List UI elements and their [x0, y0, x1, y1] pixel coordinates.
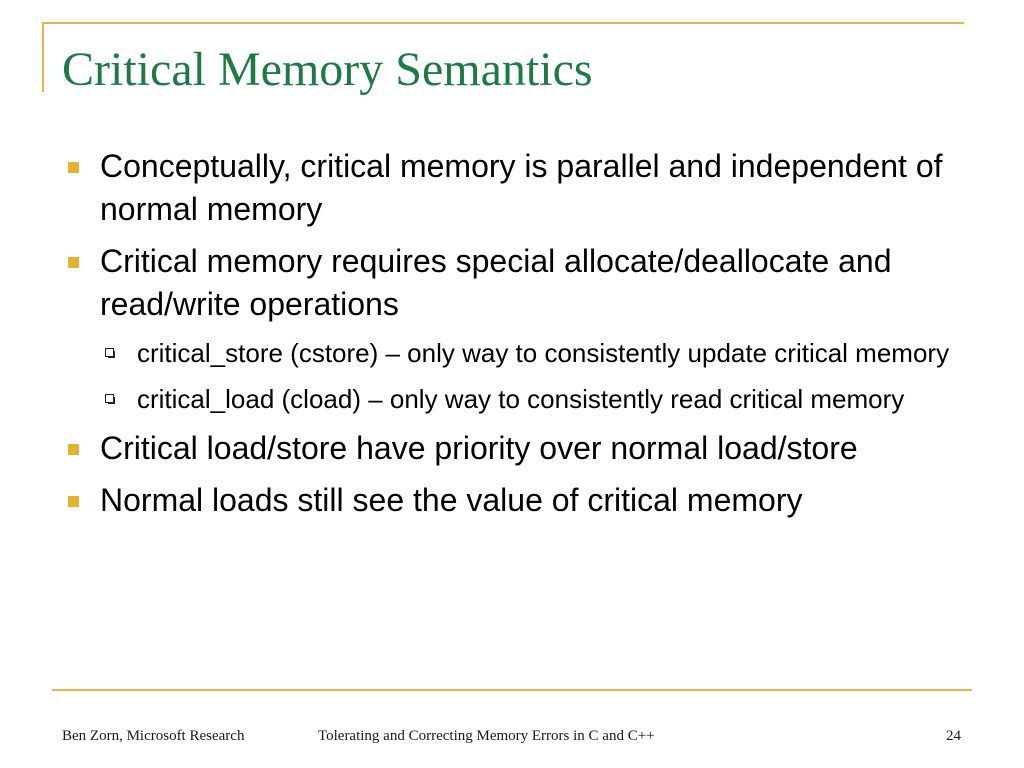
footer-divider-line: [52, 689, 972, 691]
footer-author: Ben Zorn, Microsoft Research: [62, 728, 245, 744]
sub-bullet-item: [62, 381, 962, 417]
slide-title: Critical Memory Semantics: [62, 43, 593, 96]
bullet-text: Critical memory requires special allocate/deallocate and read/write operations: [100, 243, 892, 322]
footer-page-number: 24: [946, 728, 961, 744]
square-bullet-icon: [68, 162, 79, 173]
bullet-list: [62, 145, 962, 531]
sub-bullet-text: critical_store (cstore) – only way to consistently update critical memory: [137, 338, 950, 368]
sub-bullet-item: [62, 335, 962, 371]
top-border-line: [42, 22, 964, 24]
bullet-item: [62, 240, 962, 326]
left-border-line: [42, 22, 44, 92]
shadowed-box-bullet-icon: [105, 394, 114, 403]
bullet-text: Conceptually, critical memory is parallel and independent of normal memory: [100, 148, 943, 227]
square-bullet-icon: [68, 444, 79, 455]
bullet-item: [62, 145, 962, 231]
square-bullet-icon: [68, 496, 79, 507]
bullet-text: Critical load/store have priority over normal load/store: [100, 430, 858, 466]
square-bullet-icon: [68, 257, 79, 268]
bullet-text: Normal loads still see the value of critical memory: [100, 482, 803, 518]
footer-talk-title: Tolerating and Correcting Memory Errors in C and C++: [318, 728, 655, 744]
sub-bullet-text: critical_load (cload) – only way to consistently read critical memory: [137, 384, 905, 414]
bullet-item: [62, 427, 962, 470]
shadowed-box-bullet-icon: [105, 348, 114, 357]
bullet-item: [62, 479, 962, 522]
